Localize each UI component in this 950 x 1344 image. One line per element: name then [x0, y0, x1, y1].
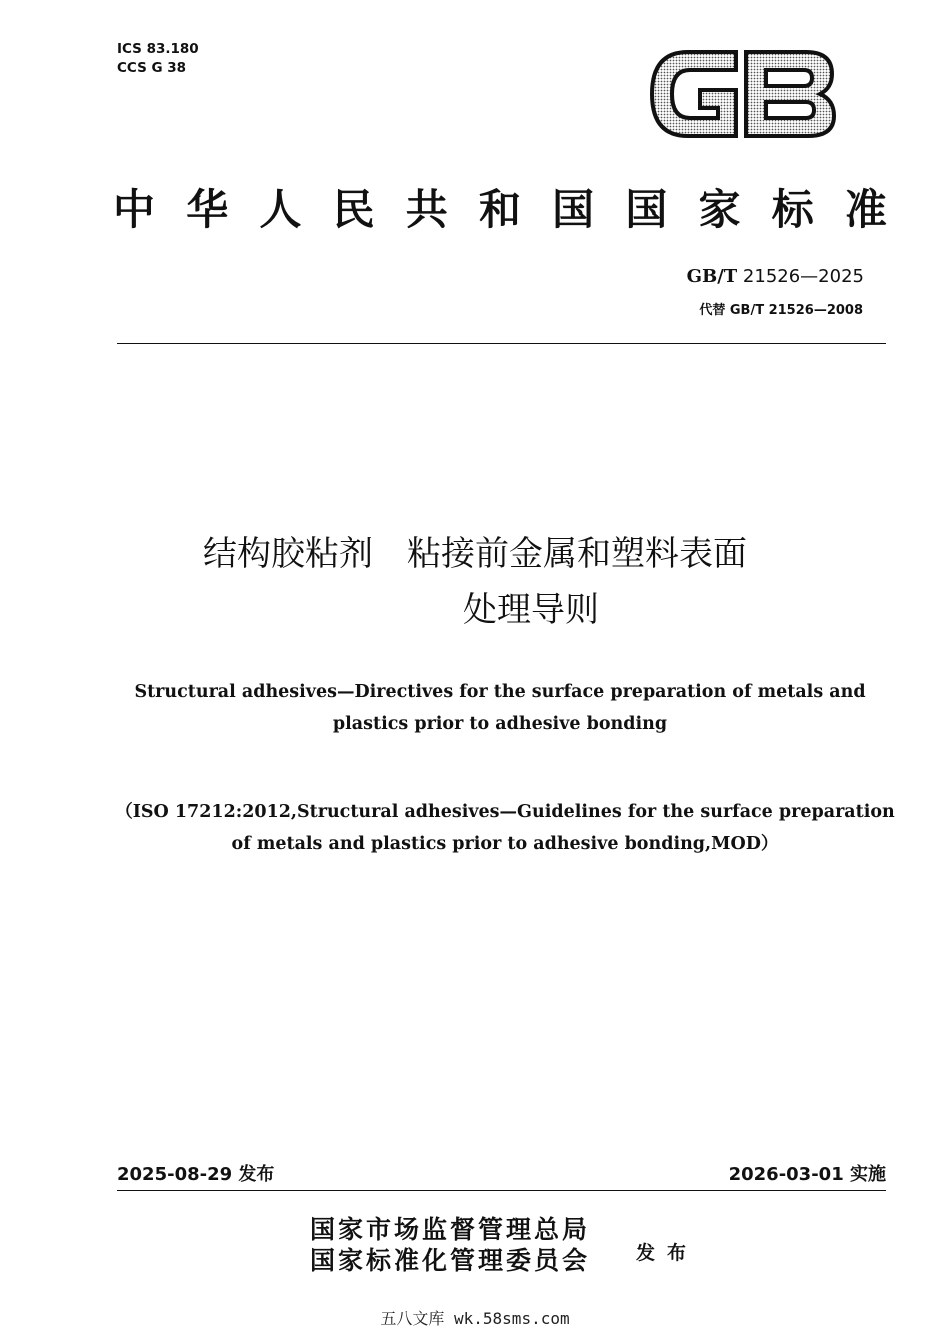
iso-reference-line-1: （ISO 17212:2012,Structural adhesives—Guidelines for the surface preparation — [115, 802, 895, 822]
standard-code: 21526—2025 — [737, 266, 864, 287]
english-title-line-1: Structural adhesives—Directives for the surface preparation of metals and — [134, 682, 866, 702]
iso-reference-line-2: of metals and plastics prior to adhesive bonding,MOD） — [231, 834, 779, 854]
logo-letter-g — [652, 52, 736, 136]
publishers — [310, 1214, 590, 1276]
standard-prefix: GB/T — [686, 266, 738, 287]
english-title-line-2: plastics prior to adhesive bonding — [332, 714, 668, 734]
watermark: 五八文库 wk.58sms.com — [380, 1309, 570, 1328]
title-char: 家 — [698, 185, 741, 234]
title-char: 人 — [259, 185, 302, 234]
title-char: 共 — [405, 185, 448, 234]
title-char: 中 — [113, 185, 156, 234]
implementation-date: 2026-03-01 实施 — [728, 1164, 886, 1185]
ccs-code: CCS G 38 — [117, 60, 187, 76]
national-standard-title — [113, 182, 887, 238]
top-divider — [117, 343, 886, 344]
title-char: 国 — [552, 185, 595, 234]
replaces-standard: 代替 GB/T 21526—2008 — [699, 303, 863, 318]
standard-number — [687, 266, 864, 287]
publish-label: 发布 — [636, 1242, 699, 1264]
classification-codes — [117, 40, 199, 78]
issue-date: 2025-08-29 发布 — [117, 1164, 275, 1185]
title-char: 华 — [186, 185, 229, 234]
title-char: 标 — [771, 185, 814, 234]
english-title — [100, 676, 900, 740]
title-char: 准 — [844, 185, 887, 234]
logo-letter-b — [746, 52, 834, 136]
publisher-2: 国家标准化管理委员会 — [310, 1246, 591, 1275]
bottom-divider — [117, 1190, 886, 1191]
chinese-title — [0, 526, 950, 638]
publisher-1: 国家市场监督管理总局 — [310, 1215, 591, 1244]
gb-logo — [648, 44, 836, 144]
iso-reference — [80, 796, 930, 860]
title-char: 和 — [478, 185, 521, 234]
ics-code: ICS 83.180 — [117, 41, 199, 57]
title-char: 国 — [625, 185, 668, 234]
title-char: 民 — [332, 185, 375, 234]
chinese-title-line-2: 处理导则 — [463, 590, 599, 630]
chinese-title-line-1: 结构胶粘剂 粘接前金属和塑料表面 — [203, 534, 747, 574]
